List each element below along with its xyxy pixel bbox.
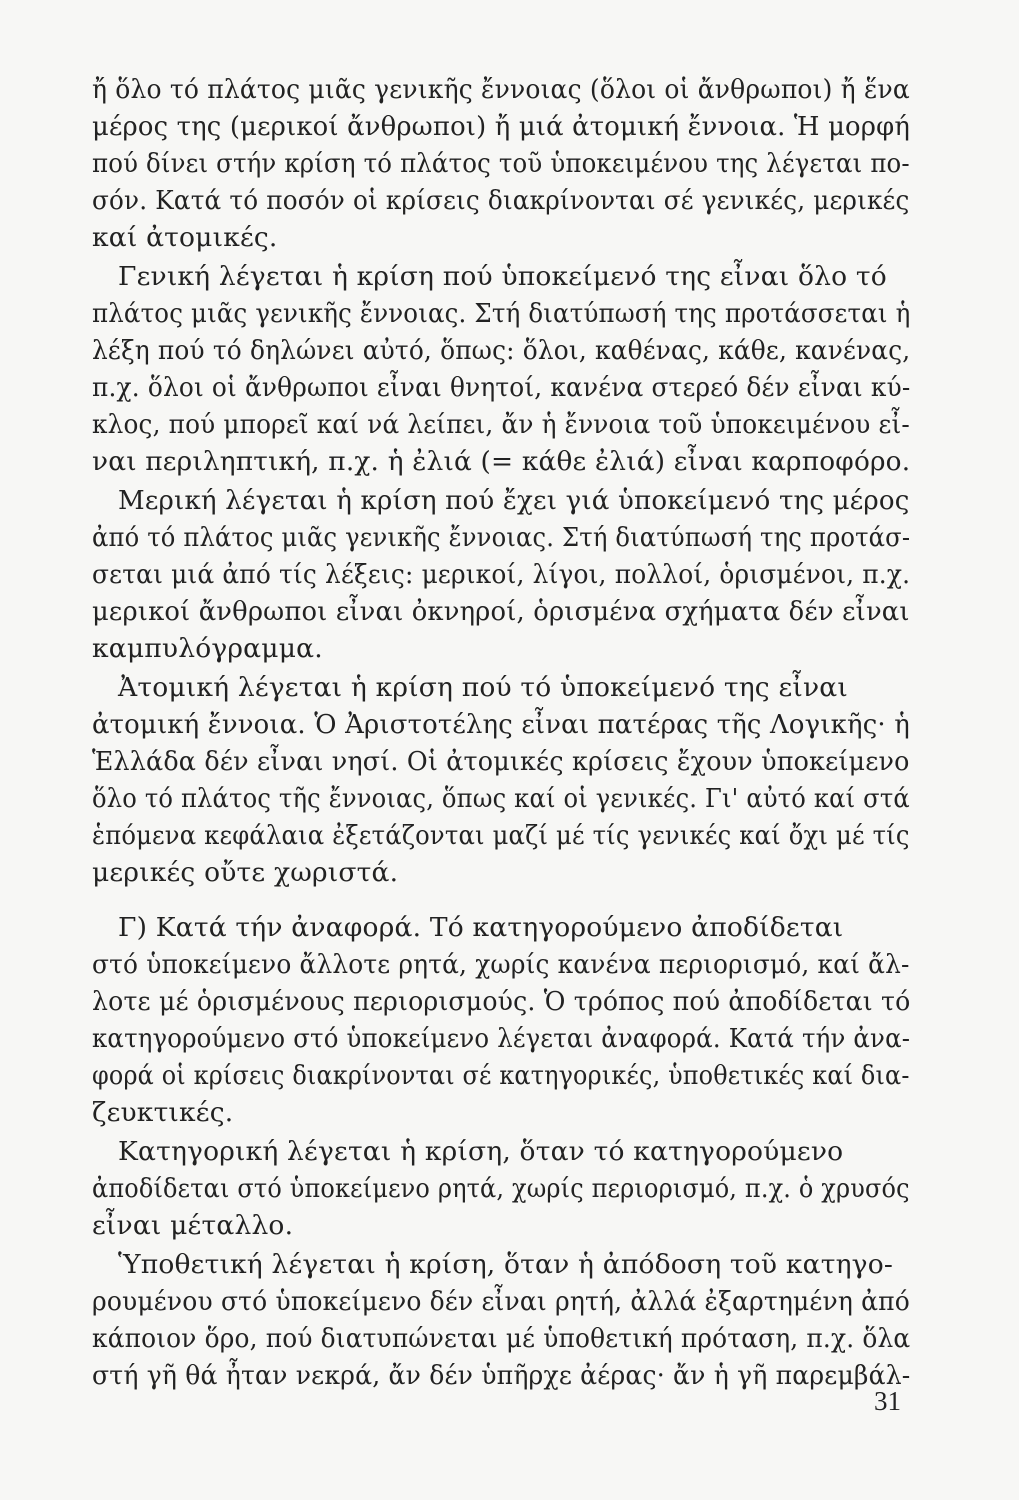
text-line: στή γῆ θά ἦταν νεκρά, ἄν δέν ὑπῆρχε ἀέρας· ἄν ἡ γῆ παρεμβάλ- [92, 1360, 911, 1391]
text-line: στό ὑποκείμενο ἄλλοτε ρητά, χωρίς κανένα περιορισμό, καί ἄλ- [92, 949, 910, 980]
text-line: Ἑλλάδα δέν εἶναι νησί. Οἱ ἀτομικές κρίσεις ἔχουν ὑποκείμενο [92, 746, 910, 777]
text-line: καί ἀτομικές. [92, 222, 278, 253]
page-number: 31 [874, 1386, 901, 1416]
text-line: μέρος της (μερικοί ἄνθρωποι) ἤ μιά ἀτομική ἔννοια. Ἡ μορφή [92, 111, 911, 142]
text-line: κάποιον ὅρο, πού διατυπώνεται μέ ὑποθετική πρόταση, π.χ. ὅλα [92, 1323, 911, 1354]
text-line: ἀτομική ἔννοια. Ὁ Ἀριστοτέλης εἶναι πατέρας τῆς Λογικῆς· ἡ [92, 709, 910, 740]
text-line: ἀπό τό πλάτος μιᾶς γενικῆς ἔννοιας. Στή διατύπωσή της προτάσ- [92, 522, 911, 553]
text-line: Κατηγορική λέγεται ἡ κρίση, ὅταν τό κατηγορούμενο [118, 1136, 844, 1167]
text-line: σεται μιά ἀπό τίς λέξεις: μερικοί, λίγοι, πολλοί, ὁρισμένοι, π.χ. [92, 559, 911, 590]
text-line: Μερική λέγεται ἡ κρίση πού ἔχει γιά ὑποκείμενό της μέρος [118, 485, 910, 516]
text-line: ἀποδίδεται στό ὑποκείμενο ρητά, χωρίς περιορισμό, π.χ. ὁ χρυσός [92, 1173, 910, 1204]
text-line: ζευκτικές. [92, 1097, 234, 1128]
text-line: πού δίνει στήν κρίση τό πλάτος τοῦ ὑποκειμένου της λέγεται πο- [92, 148, 910, 179]
text-line: Ὑποθετική λέγεται ἡ κρίση, ὅταν ἡ ἀπόδοση τοῦ κατηγο- [118, 1249, 894, 1280]
text-line: ναι περιληπτική, π.χ. ἡ ἐλιά (= κάθε ἐλιά) εἶναι καρποφόρο. [92, 446, 911, 477]
text-line: λοτε μέ ὁρισμένους περιορισμούς. Ὁ τρόπος πού ἀποδίδεται τό [92, 986, 911, 1017]
text-line: καμπυλόγραμμα. [92, 633, 323, 664]
text-line: ρουμένου στό ὑποκείμενο δέν εἶναι ρητή, ἀλλά ἐξαρτημένη ἀπό [92, 1286, 910, 1317]
section-heading-line: Γ) Κατά τήν ἀναφορά. Τό κατηγορούμενο ἀποδίδεται [118, 912, 844, 943]
text-line: λέξη πού τό δηλώνει αὐτό, ὅπως: ὅλοι, καθένας, κάθε, κανένας, [92, 335, 911, 366]
text-line: κλος, πού μπορεῖ καί νά λείπει, ἄν ἡ ἔννοια τοῦ ὑποκειμένου εἶ- [92, 409, 910, 440]
text-line: ἑπόμενα κεφάλαια ἐξετάζονται μαζί μέ τίς γενικές καί ὄχι μέ τίς [92, 820, 910, 851]
text-line: Ἀτομική λέγεται ἡ κρίση πού τό ὑποκείμενό της εἶναι [118, 672, 848, 703]
text-line: ἤ ὅλο τό πλάτος μιᾶς γενικῆς ἔννοιας (ὅλοι οἱ ἄνθρωποι) ἤ ἕνα [92, 74, 910, 105]
text-line: ὅλο τό πλάτος τῆς ἔννοιας, ὅπως καί οἱ γενικές. Γι' αὐτό καί στά [92, 783, 910, 814]
text-line: Γενική λέγεται ἡ κρίση πού ὑποκείμενό της εἶναι ὅλο τό [118, 261, 887, 292]
text-line: πλάτος μιᾶς γενικῆς ἔννοιας. Στή διατύπωσή της προτάσσεται ἡ [92, 298, 911, 329]
text-line: μερικές οὔτε χωριστά. [92, 857, 399, 888]
text-line: σόν. Κατά τό ποσόν οἱ κρίσεις διακρίνονται σέ γενικές, μερικές [92, 185, 910, 216]
text-line: εἶναι μέταλλο. [92, 1210, 294, 1241]
text-line: φορά οἱ κρίσεις διακρίνονται σέ κατηγορικές, ὑποθετικές καί δια- [92, 1060, 910, 1091]
text-line: π.χ. ὅλοι οἱ ἄνθρωποι εἶναι θνητοί, κανένα στερεό δέν εἶναι κύ- [92, 372, 911, 403]
text-line: κατηγορούμενο στό ὑποκείμενο λέγεται ἀναφορά. Κατά τήν ἀνα- [92, 1023, 911, 1054]
text-line: μερικοί ἄνθρωποι εἶναι ὀκνηροί, ὁρισμένα σχήματα δέν εἶναι [92, 596, 910, 627]
